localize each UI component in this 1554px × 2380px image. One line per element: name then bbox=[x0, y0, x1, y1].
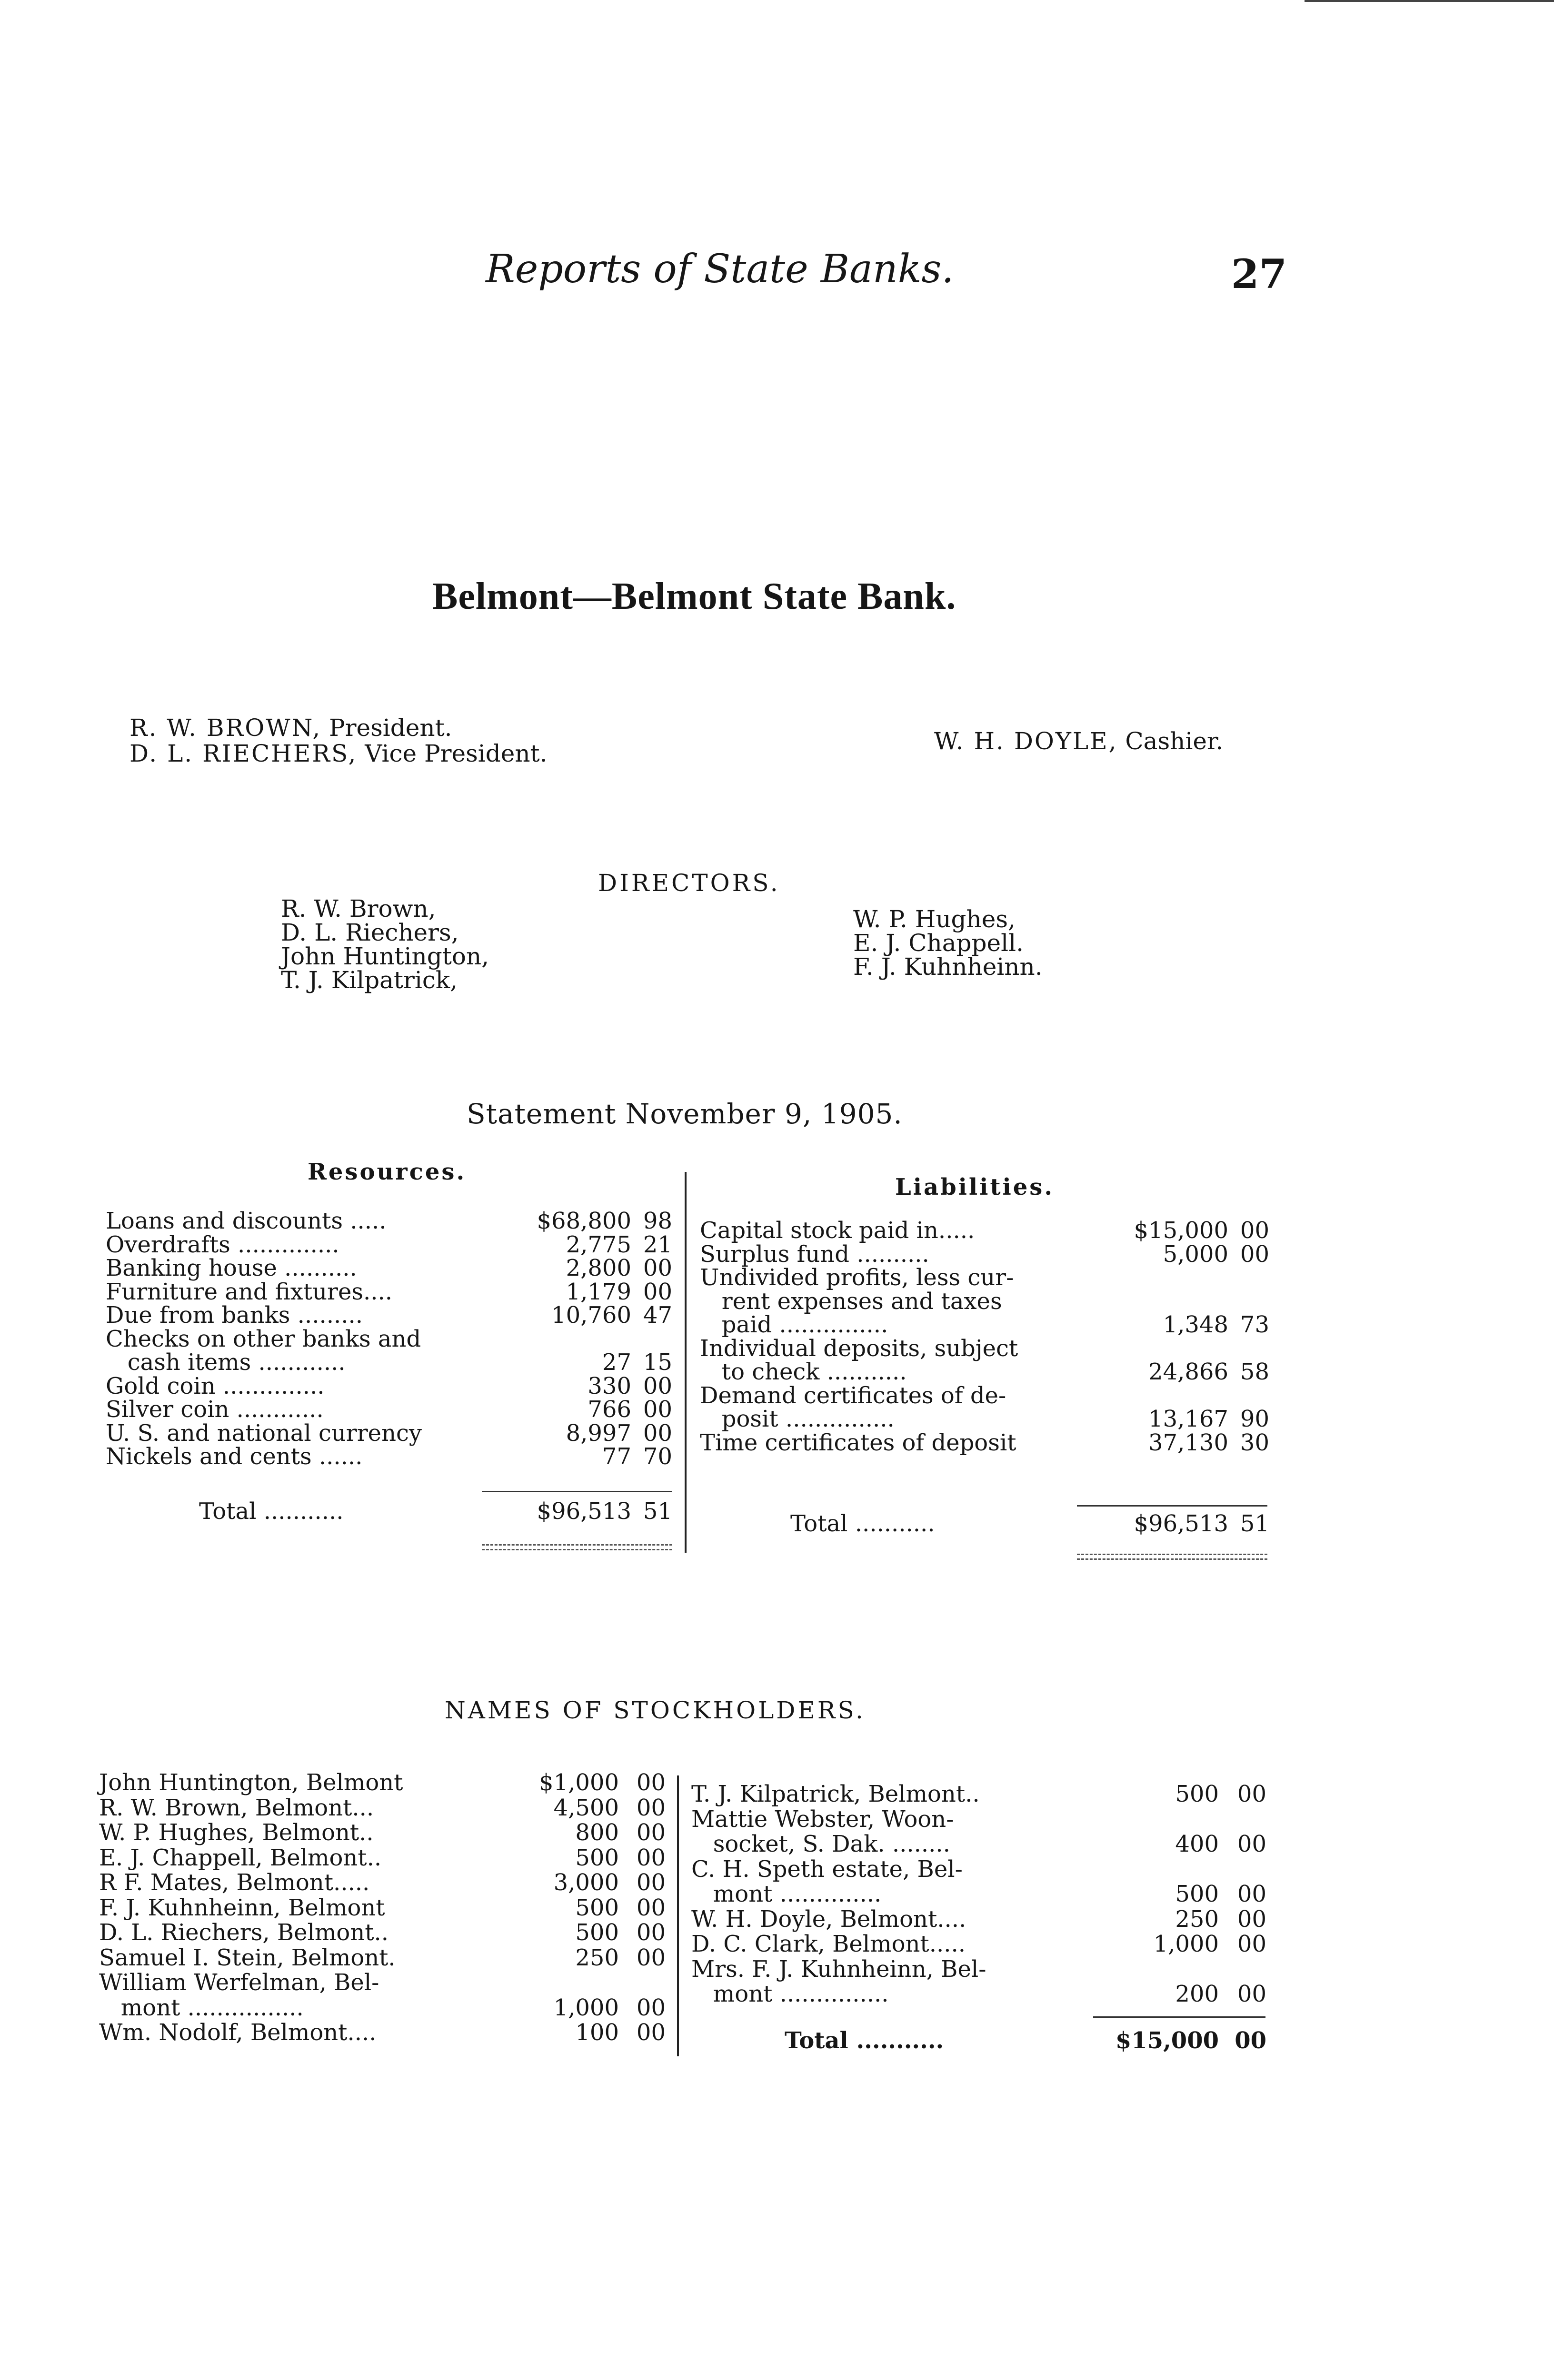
stockholder-label: R F. Mates, Belmont..... bbox=[99, 1869, 370, 1896]
liability-label: rent expenses and taxes bbox=[700, 1288, 1002, 1315]
stockholder-cents: 00 bbox=[1237, 1905, 1266, 1933]
stockholder-label: C. H. Speth estate, Bel- bbox=[691, 1855, 963, 1883]
stockholder-cents: 00 bbox=[636, 1944, 666, 1971]
resource-dollars: 2,800 bbox=[566, 1255, 631, 1281]
cashier-name: W. H. DOYLE, bbox=[934, 727, 1118, 755]
director-name: W. P. Hughes, bbox=[853, 905, 1016, 933]
resource-label: Checks on other banks and bbox=[106, 1325, 421, 1352]
resource-dollars: 2,775 bbox=[566, 1231, 631, 1258]
resource-cents: 00 bbox=[643, 1255, 672, 1281]
stockholder-label: Samuel I. Stein, Belmont. bbox=[99, 1944, 396, 1971]
stockholder-cents: 00 bbox=[636, 1819, 666, 1846]
liability-label: Demand certificates of de- bbox=[700, 1382, 1006, 1409]
stockholder-label: socket, S. Dak. ........ bbox=[691, 1831, 950, 1857]
liability-cents: 58 bbox=[1240, 1359, 1269, 1385]
stockholder-dollars: 200 bbox=[1175, 1981, 1219, 2007]
running-head: Reports of State Banks. bbox=[486, 247, 954, 292]
liability-cents: 30 bbox=[1240, 1429, 1269, 1456]
stockholder-dollars: 1,000 bbox=[1153, 1931, 1219, 1957]
resources-total-rule bbox=[482, 1491, 672, 1492]
director-name: R. W. Brown, bbox=[281, 895, 436, 922]
stockholders-total-label: Total ........... bbox=[785, 2027, 944, 2054]
resource-dollars: 1,179 bbox=[566, 1278, 631, 1305]
stockholder-cents: 00 bbox=[636, 1794, 666, 1821]
resource-cents: 00 bbox=[643, 1396, 672, 1423]
resources-total-dollars: $96,513 bbox=[537, 1498, 631, 1525]
resource-cents: 00 bbox=[643, 1372, 672, 1399]
director-name: D. L. Riechers, bbox=[281, 919, 459, 946]
stockholder-cents: 00 bbox=[1237, 1981, 1266, 2007]
liabilities-total-double-rule bbox=[1077, 1554, 1267, 1555]
stockholder-label: John Huntington, Belmont bbox=[99, 1769, 403, 1796]
resource-cents: 00 bbox=[643, 1278, 672, 1305]
stockholder-cents: 00 bbox=[636, 1869, 666, 1896]
resource-label: cash items ............ bbox=[106, 1349, 346, 1376]
liability-dollars: 5,000 bbox=[1163, 1240, 1228, 1268]
stockholder-cents: 00 bbox=[1237, 1931, 1266, 1957]
liability-label: Undivided profits, less cur- bbox=[700, 1264, 1014, 1291]
stockholder-label: D. L. Riechers, Belmont.. bbox=[99, 1919, 389, 1946]
stockholder-label: F. J. Kuhnheinn, Belmont bbox=[99, 1894, 385, 1921]
liabilities-total-double-rule-2 bbox=[1077, 1558, 1267, 1560]
president-title: President. bbox=[329, 714, 452, 742]
stockholders-total-rule bbox=[1093, 2016, 1265, 2018]
liability-cents: 00 bbox=[1240, 1240, 1269, 1268]
liability-label: Individual deposits, subject bbox=[700, 1335, 1018, 1362]
stockholders-heading: NAMES OF STOCKHOLDERS. bbox=[445, 1696, 866, 1724]
stockholder-cents: 00 bbox=[636, 1994, 666, 2021]
director-name: T. J. Kilpatrick, bbox=[281, 966, 458, 994]
stockholder-dollars: 500 bbox=[575, 1844, 619, 1871]
stockholder-dollars: 500 bbox=[1175, 1781, 1219, 1807]
vice-president-title: Vice President. bbox=[365, 740, 548, 767]
statement-column-divider bbox=[685, 1172, 687, 1553]
bank-title: Belmont—Belmont State Bank. bbox=[432, 575, 956, 617]
stockholder-cents: 00 bbox=[636, 1894, 666, 1921]
stockholder-label: Wm. Nodolf, Belmont.... bbox=[99, 2019, 377, 2046]
liability-label: posit ............... bbox=[700, 1406, 895, 1432]
stockholders-column-divider bbox=[677, 1775, 679, 2056]
resource-cents: 98 bbox=[643, 1208, 672, 1234]
director-name: E. J. Chappell. bbox=[853, 929, 1024, 957]
resources-total-double-rule-2 bbox=[482, 1549, 672, 1550]
liability-label: to check ........... bbox=[700, 1359, 907, 1385]
liability-dollars: 1,348 bbox=[1163, 1311, 1228, 1338]
stockholder-dollars: 3,000 bbox=[553, 1869, 619, 1896]
liability-cents: 73 bbox=[1240, 1311, 1269, 1338]
resources-heading: Resources. bbox=[308, 1159, 467, 1185]
resource-label: Nickels and cents ...... bbox=[106, 1443, 363, 1470]
resources-total-cents: 51 bbox=[643, 1498, 672, 1525]
stockholder-dollars: 250 bbox=[575, 1944, 619, 1971]
resource-label: Gold coin .............. bbox=[106, 1372, 325, 1399]
resource-label: Silver coin ............ bbox=[106, 1396, 324, 1423]
liability-label: Time certificates of deposit bbox=[700, 1429, 1016, 1456]
liability-label: Capital stock paid in..... bbox=[700, 1217, 975, 1244]
liability-dollars: 24,866 bbox=[1148, 1359, 1228, 1385]
stockholder-cents: 00 bbox=[1237, 1781, 1266, 1807]
stockholders-total-cents: 00 bbox=[1235, 2027, 1266, 2054]
resource-label: U. S. and national currency bbox=[106, 1419, 422, 1447]
vice-president-name: D. L. RIECHERS, bbox=[130, 740, 358, 767]
resource-cents: 21 bbox=[643, 1231, 672, 1258]
liabilities-total-cents: 51 bbox=[1240, 1510, 1269, 1537]
resource-cents: 15 bbox=[643, 1349, 672, 1376]
top-edge-rule bbox=[1305, 0, 1554, 2]
resource-cents: 70 bbox=[643, 1443, 672, 1470]
stockholder-cents: 00 bbox=[1237, 1831, 1266, 1857]
stockholder-dollars: 250 bbox=[1175, 1905, 1219, 1933]
stockholder-cents: 00 bbox=[636, 1844, 666, 1871]
resources-total-double-rule bbox=[482, 1544, 672, 1546]
stockholder-label: Mattie Webster, Woon- bbox=[691, 1805, 954, 1833]
resource-dollars: 77 bbox=[602, 1443, 631, 1470]
officer-vice-president bbox=[130, 740, 548, 767]
resource-dollars: 8,997 bbox=[566, 1419, 631, 1447]
liability-dollars: 37,130 bbox=[1148, 1429, 1228, 1456]
stockholder-label: R. W. Brown, Belmont... bbox=[99, 1794, 374, 1821]
cashier-title: Cashier. bbox=[1125, 727, 1224, 755]
resource-dollars: 10,760 bbox=[551, 1302, 631, 1329]
stockholder-dollars: 500 bbox=[575, 1894, 619, 1921]
stockholder-dollars: 1,000 bbox=[553, 1994, 619, 2021]
stockholder-label: William Werfelman, Bel- bbox=[99, 1969, 379, 1996]
resource-label: Loans and discounts ..... bbox=[106, 1208, 387, 1234]
stockholder-label: W. H. Doyle, Belmont.... bbox=[691, 1905, 966, 1933]
stockholder-label: D. C. Clark, Belmont..... bbox=[691, 1931, 966, 1957]
resource-dollars: $68,800 bbox=[537, 1208, 631, 1234]
resource-dollars: 330 bbox=[588, 1372, 631, 1399]
stockholder-dollars: 4,500 bbox=[553, 1794, 619, 1821]
liability-label: Surplus fund .......... bbox=[700, 1240, 929, 1268]
resources-total-label: Total ........... bbox=[199, 1498, 344, 1525]
stockholder-label: T. J. Kilpatrick, Belmont.. bbox=[691, 1781, 980, 1807]
stockholder-label: mont ............... bbox=[691, 1981, 889, 2007]
liabilities-total-label: Total ........... bbox=[790, 1510, 935, 1537]
stockholder-cents: 00 bbox=[636, 1769, 666, 1796]
liability-cents: 00 bbox=[1240, 1217, 1269, 1244]
stockholder-dollars: 500 bbox=[1175, 1881, 1219, 1907]
stockholder-label: mont .............. bbox=[691, 1881, 882, 1907]
liability-label: paid ............... bbox=[700, 1311, 888, 1338]
resource-cents: 00 bbox=[643, 1419, 672, 1447]
stockholder-dollars: 800 bbox=[575, 1819, 619, 1846]
stockholder-dollars: 100 bbox=[575, 2019, 619, 2046]
stockholder-dollars: $1,000 bbox=[539, 1769, 619, 1796]
officer-president bbox=[130, 714, 452, 742]
resource-label: Furniture and fixtures.... bbox=[106, 1278, 393, 1305]
liability-dollars: 13,167 bbox=[1148, 1406, 1228, 1432]
liabilities-total-dollars: $96,513 bbox=[1134, 1510, 1228, 1537]
stockholder-cents: 00 bbox=[1237, 1881, 1266, 1907]
resource-label: Banking house .......... bbox=[106, 1255, 357, 1281]
stockholders-total-dollars: $15,000 bbox=[1115, 2027, 1219, 2054]
liability-dollars: $15,000 bbox=[1134, 1217, 1228, 1244]
liabilities-total-rule bbox=[1077, 1505, 1267, 1507]
liabilities-heading: Liabilities. bbox=[895, 1174, 1055, 1200]
director-name: F. J. Kuhnheinn. bbox=[853, 953, 1043, 981]
page-number: 27 bbox=[1231, 250, 1287, 298]
liability-cents: 90 bbox=[1240, 1406, 1269, 1432]
stockholder-label: W. P. Hughes, Belmont.. bbox=[99, 1819, 374, 1846]
stockholder-cents: 00 bbox=[636, 1919, 666, 1946]
resource-cents: 47 bbox=[643, 1302, 672, 1329]
directors-heading: DIRECTORS. bbox=[598, 869, 780, 897]
resource-label: Due from banks ......... bbox=[106, 1302, 363, 1329]
stockholder-cents: 00 bbox=[636, 2019, 666, 2046]
resource-dollars: 766 bbox=[588, 1396, 631, 1423]
statement-title: Statement November 9, 1905. bbox=[467, 1098, 903, 1130]
president-name: R. W. BROWN, bbox=[130, 714, 322, 742]
stockholder-label: E. J. Chappell, Belmont.. bbox=[99, 1844, 382, 1871]
resource-label: Overdrafts .............. bbox=[106, 1231, 339, 1258]
stockholder-dollars: 500 bbox=[575, 1919, 619, 1946]
officer-cashier bbox=[934, 727, 1223, 755]
stockholder-label: mont ................ bbox=[99, 1994, 304, 2021]
resource-dollars: 27 bbox=[602, 1349, 631, 1376]
stockholder-label: Mrs. F. J. Kuhnheinn, Bel- bbox=[691, 1955, 986, 1983]
stockholder-dollars: 400 bbox=[1175, 1831, 1219, 1857]
director-name: John Huntington, bbox=[281, 942, 489, 970]
